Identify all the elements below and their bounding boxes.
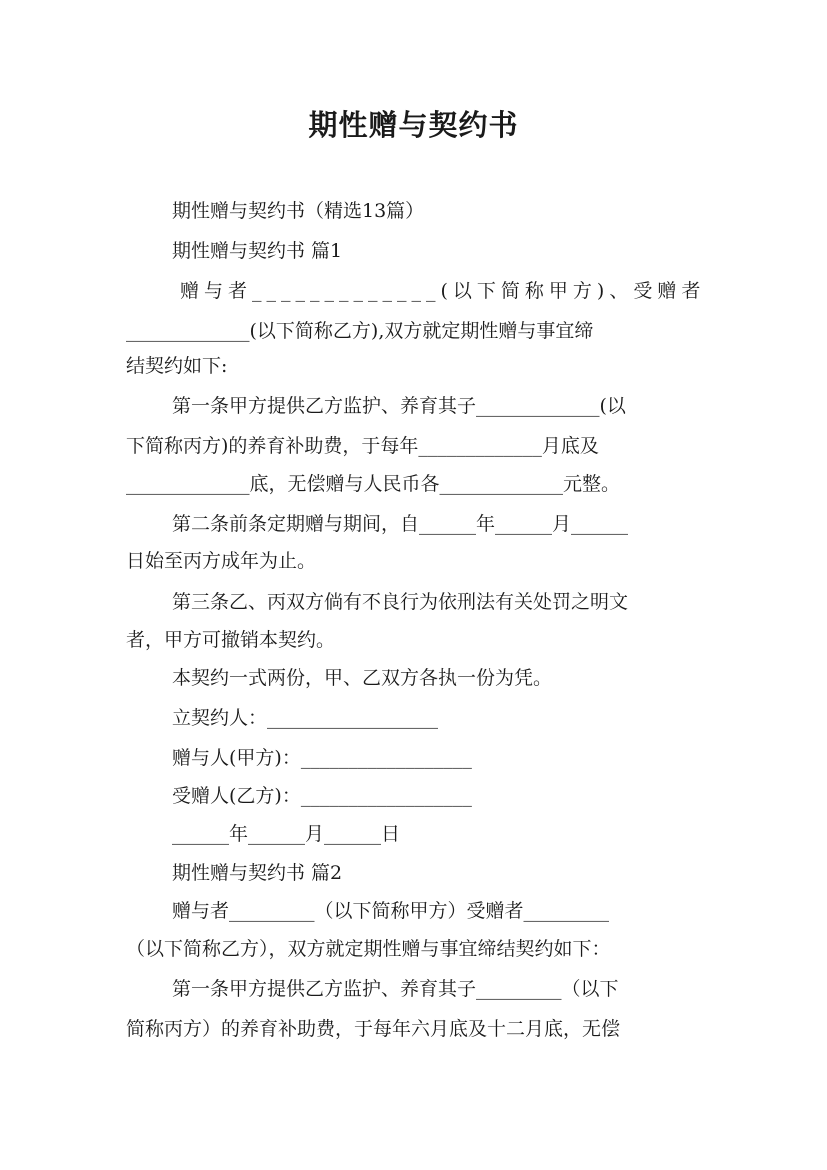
paragraph-line: 赠与者_________（以下简称甲方）受赠者_________ <box>172 900 610 922</box>
signature-line-donor: 赠与人(甲方)：__________________ <box>172 747 472 769</box>
paragraph-line: 赠与者_____________(以下简称甲方)、受赠者 <box>180 280 706 302</box>
paragraph-line: 日始至丙方成年为止。 <box>126 550 317 572</box>
signature-line-donee: 受赠人(乙方)：__________________ <box>172 785 472 807</box>
paragraph-line: 本契约一式两份，甲、乙双方各执一份为凭。 <box>172 667 553 689</box>
signature-line-contractor: 立契约人：__________________ <box>172 707 439 729</box>
collection-subtitle: 期性赠与契约书（精选13篇） <box>172 200 425 222</box>
paragraph-line: （以下简称乙方），双方就定期性赠与事宜缔结契约如下： <box>126 938 611 960</box>
paragraph-line: 者，甲方可撤销本契约。 <box>126 629 336 651</box>
document-title: 期性赠与契约书 <box>308 108 519 142</box>
paragraph-line: _____________底，无偿赠与人民币各_____________元整。 <box>126 473 621 495</box>
paragraph-line: 第一条甲方提供乙方监护、养育其子_________（以下 <box>172 978 619 1000</box>
paragraph-line: 结契约如下: <box>126 355 228 377</box>
date-line: ______年______月______日 <box>172 823 401 845</box>
paragraph-line: 第三条乙、丙双方倘有不良行为依刑法有关处罚之明文 <box>172 591 629 613</box>
paragraph-line: 简称丙方）的养育补助费，于每年六月底及十二月底，无偿 <box>126 1018 621 1040</box>
section-heading-1: 期性赠与契约书 篇1 <box>172 240 343 262</box>
paragraph-line: 第一条甲方提供乙方监护、养育其子_____________(以 <box>172 395 626 417</box>
paragraph-line: _____________(以下简称乙方),双方就定期性赠与事宜缔 <box>126 320 594 342</box>
paragraph-line: 下简称丙方)的养育补助费，于每年_____________月底及 <box>126 435 599 457</box>
section-heading-2: 期性赠与契约书 篇2 <box>172 862 343 884</box>
paragraph-line: 第二条前条定期赠与期间，自______年______月______ <box>172 513 629 535</box>
